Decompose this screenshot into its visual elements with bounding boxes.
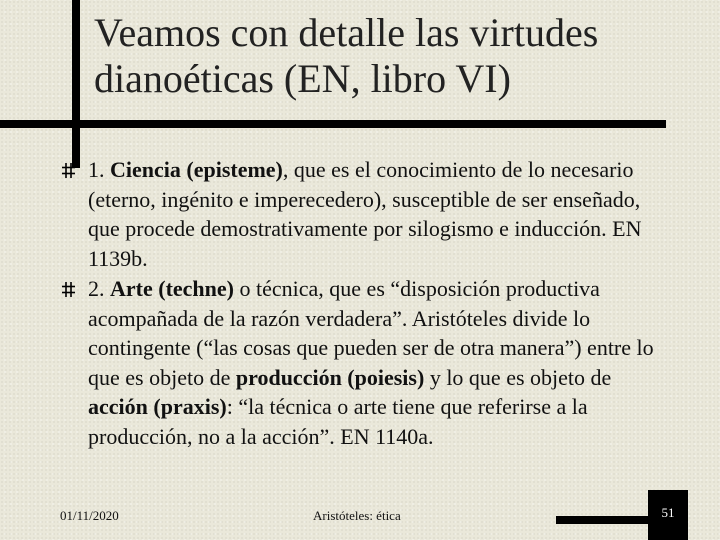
footer-topic: Aristóteles: ética	[313, 508, 401, 523]
bullet-2-text-b: y lo que es objeto de	[424, 364, 612, 390]
footer-date: 01/11/2020	[60, 508, 119, 523]
term-accion: acción (praxis)	[88, 394, 227, 419]
footer-bar	[556, 516, 648, 524]
bullet-1-text: , que es el conocimiento de lo necesario (eterno, ingénito e imperecedero), susceptible de ser enseñado, que procede demostrativamente por silogismo e inducción. EN 1139b.	[88, 157, 642, 271]
term-ciencia: Ciencia (episteme)	[110, 157, 283, 182]
bullet-2-text-c: : “la técnica o arte tiene que referirse a la producción, no a la acción”. EN 1140a.	[88, 394, 588, 449]
bullet-list	[62, 155, 672, 452]
term-produccion: producción (poiesis)	[235, 364, 425, 390]
hash-bullet-icon	[62, 163, 75, 178]
left-vertical-bar	[72, 0, 80, 168]
bullet-1-prefix: 1.	[88, 157, 110, 182]
hash-bullet-icon	[62, 282, 75, 297]
bullet-2-prefix: 2.	[88, 276, 110, 301]
slide-title	[94, 10, 694, 102]
title-line-1: Veamos con detalle las virtudes	[94, 10, 599, 55]
bullet-arte	[62, 274, 672, 451]
bullet-ciencia	[62, 155, 672, 273]
page-number: 51	[661, 505, 675, 520]
title-underline-bar	[0, 120, 666, 128]
term-arte: Arte (techne)	[110, 276, 234, 301]
bullet-2-text-a: o técnica, que es “disposición productiva acompañada de la razón verdadera”. Aristóteles divide lo contingente (“las cosas que pueden ser de otra manera”) entre lo que es objeto de	[88, 276, 654, 390]
title-line-2: dianoéticas (EN, libro VI)	[94, 56, 511, 101]
